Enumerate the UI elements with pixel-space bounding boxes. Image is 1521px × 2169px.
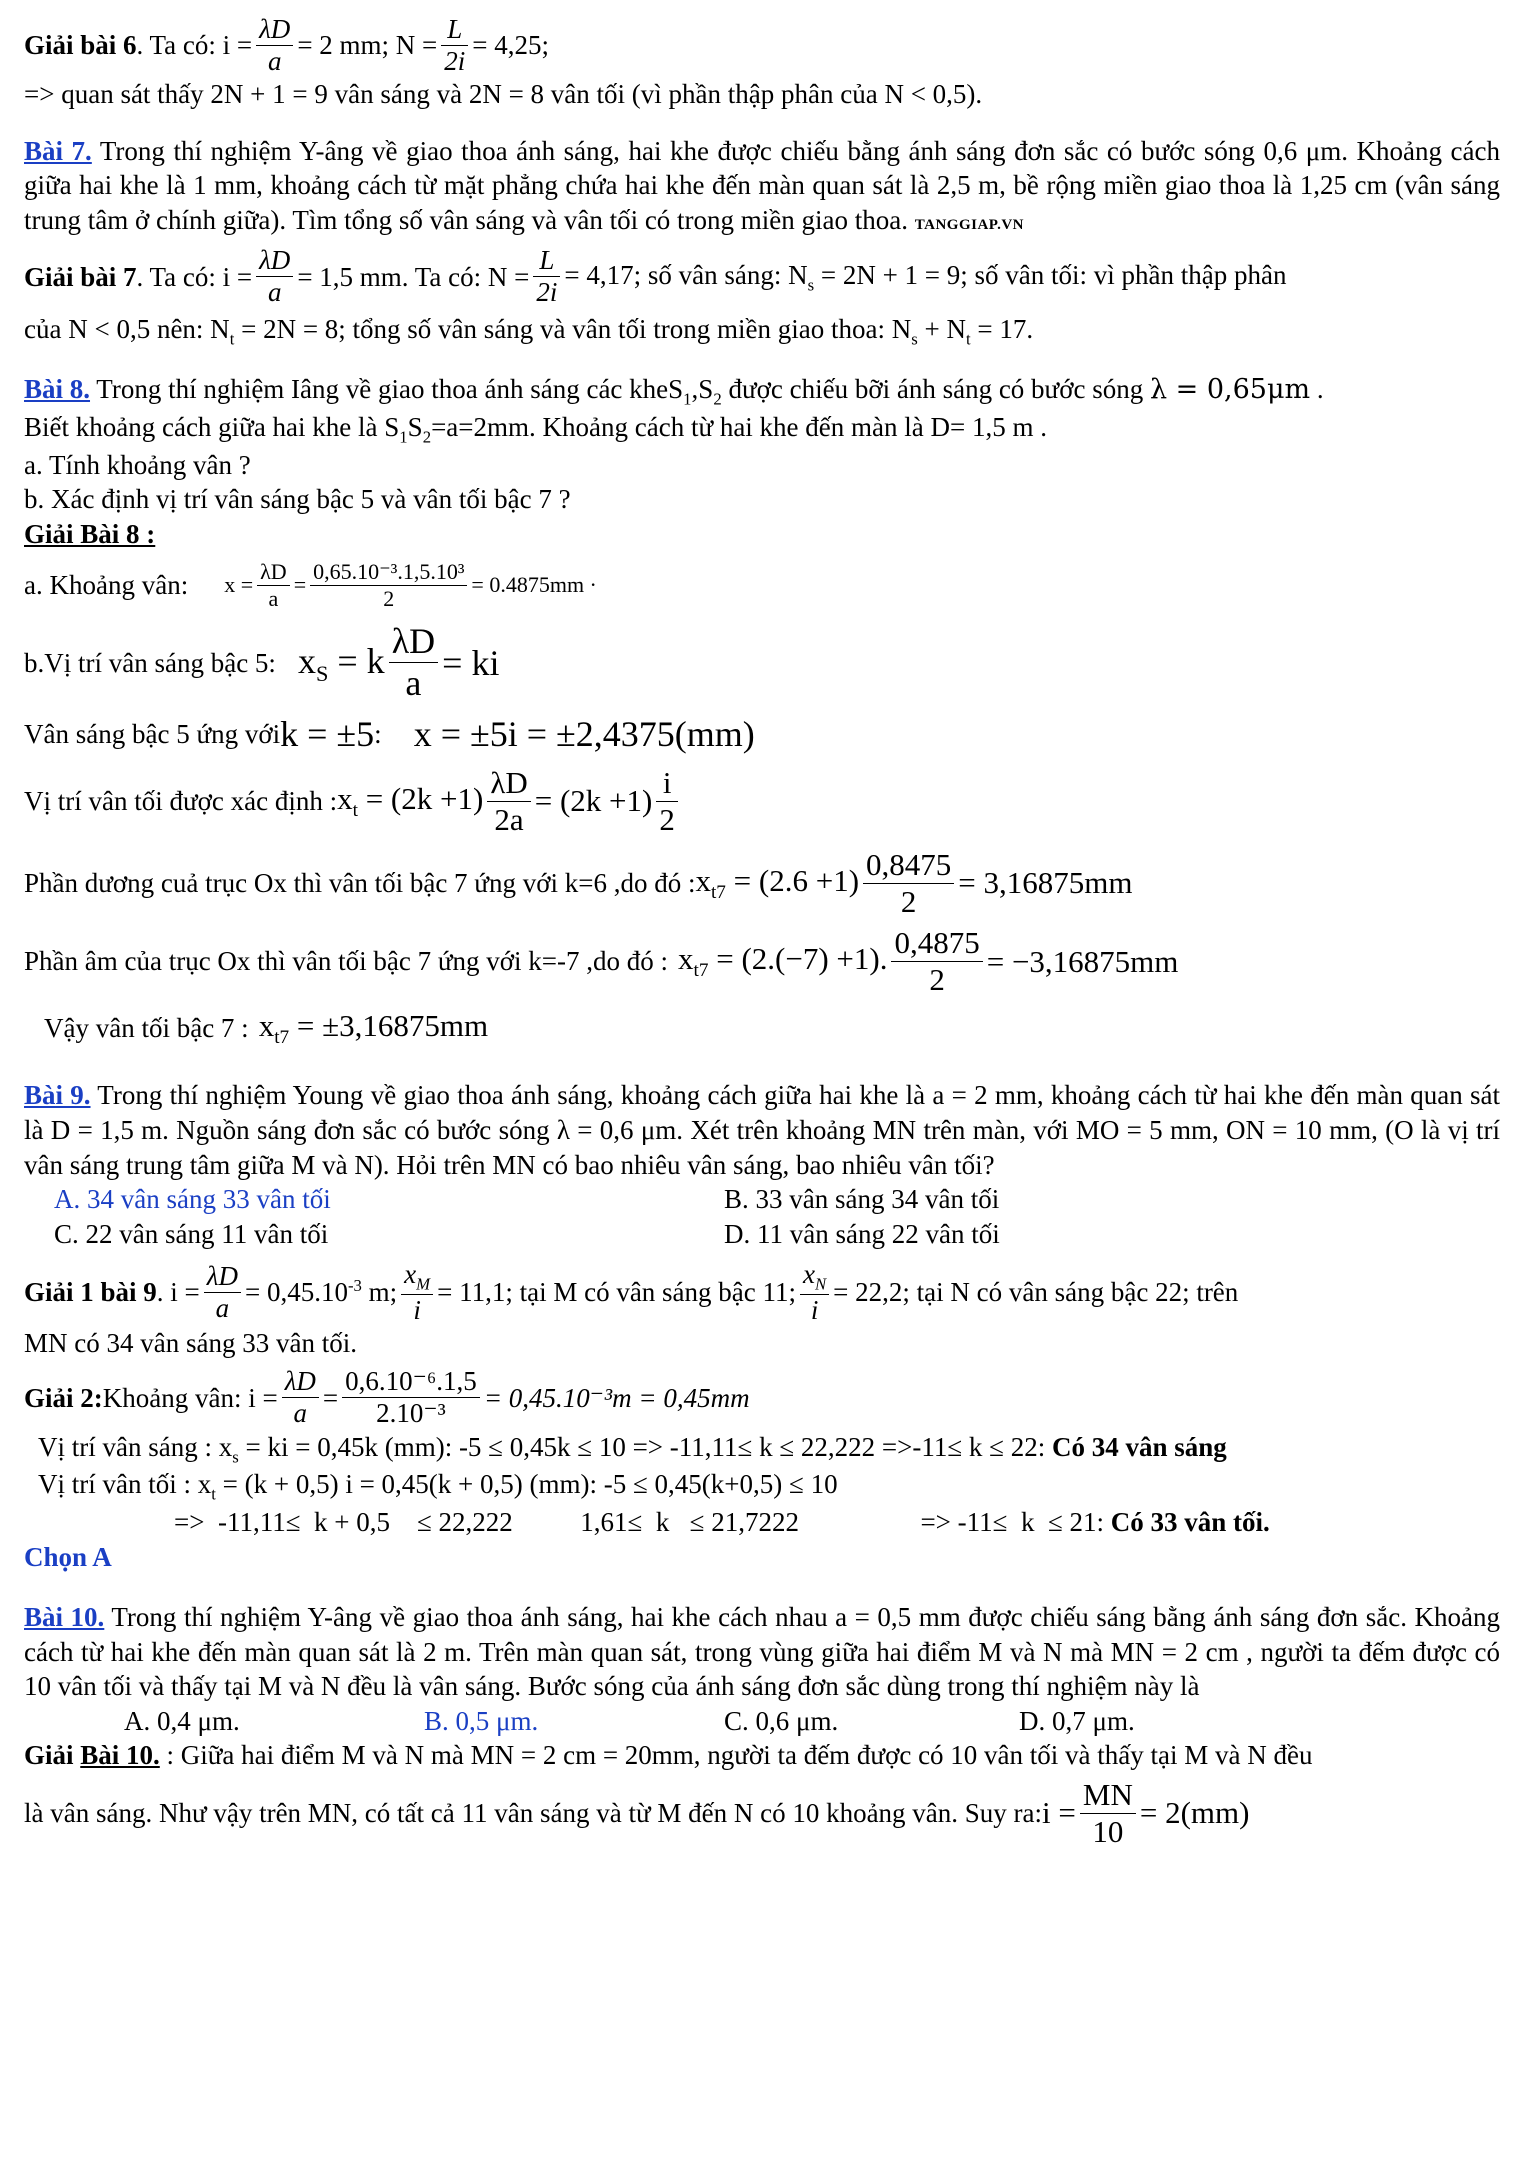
solution-8-f: Phần âm của trục Ox thì vân tối bậc 7 ứng với k=-7 ,do đó : $x_{t7} = (2.(-7) +1)$. $\frac{0,4875}{2}$ = −3,16875mm	[24, 925, 1179, 998]
fraction: $\frac{L}{2i}$	[533, 245, 560, 308]
solution-8-d: Vị trí vân tối được xác định : $x_t = (2k +1)$ $\frac{\lambda D}{2a}$ = (2k +1) $\frac{i}{2}$	[24, 765, 1500, 837]
fraction: $\frac{\text{0,6.10⁻⁶.1,5}}{\text{2.10⁻³}}$	[342, 1366, 480, 1429]
solution-9-line2: MN có 34 vân sáng 33 vân tối.	[24, 1327, 357, 1358]
problem-10-options	[124, 1704, 1500, 1739]
document-page	[24, 14, 1500, 1849]
fraction: $\frac{0,4875}{2}$	[891, 925, 982, 997]
fraction: $\frac{\lambda D}{a}$	[256, 245, 293, 308]
solution-6-label: Giải bài 6	[24, 30, 137, 61]
problem-10-label: Bài 10.	[24, 1602, 105, 1633]
fraction: $\frac{\lambda D}{a}$	[204, 1261, 241, 1324]
solution-8	[24, 559, 1500, 1050]
solution-8-a: a. Khoảng vân: x = $\frac{\lambda D}{a}$ = $\frac{\text{0,65.10⁻³.1,5.10³}}{2}$ = 0.4875mm ·	[24, 559, 597, 611]
solution-6-line1: Giải bài 6 . Ta có: i = $\frac{\lambda D}{a}$ = 2 mm; N = $\frac{L}{2i}$ = 4,25;	[24, 14, 550, 77]
solution-8-g: Vậy vân tối bậc 7 : $x_{t7} = \pm 3,16875mm$	[44, 1007, 489, 1048]
fraction: $\frac{\lambda D}{a}$	[389, 621, 438, 705]
watermark-text: TANGGIAP.VN	[914, 216, 1025, 233]
solution-8-c: Vân sáng bậc 5 ứng với k = ±5 : x = ±5i = ±2,4375(mm)	[24, 713, 755, 754]
solution-8-label: Giải Bài 8 :	[24, 518, 156, 549]
problem-9: Bài 9. Trong thí nghiệm Young về giao thoa ánh sáng, khoảng cách giữa hai khe là a = 2 mm, khoảng cách từ hai khe đến màn quan sát là D = 1,5 m. Nguồn sáng đơn sắc có bước sóng λ = 0,6 μm. Xét trên khoảng MN trên màn, với MO = 5 mm, ON = 10 mm, (O là vị trí vân sáng trung tâm giữa M và N). Hỏi trên MN có bao nhiêu vân sáng, bao nhiêu vân tối? A. 34 vân sáng 33 vân tối B. 33 vân sáng 34 vân tối C. 22 vân sáng 11 vân tối D. 11 vân sáng 22 vân tối	[24, 1078, 1500, 1251]
dark-fringe-position: Vị trí vân tối : $x_t = (k + 0,5) i = 0,45(k + 0,5)$ (mm): -5 ≤ 0,45(k+0,5) ≤ 10	[38, 1469, 838, 1504]
fraction: $\frac{L}{2i}$	[441, 14, 468, 77]
option-b: B. 33 vân sáng 34 vân tối	[724, 1184, 1000, 1215]
fraction: $\frac{x_N}{i}$	[800, 1259, 829, 1326]
solution-8-b: b.Vị trí vân sáng bậc 5: $x_S = k$ $\frac{\lambda D}{a}$ = ki	[24, 621, 500, 704]
option-b: B. 0,5 μm.	[424, 1705, 539, 1736]
fraction: $\frac{\text{0,65.10⁻³.1,5.10³}}{2}$	[310, 559, 467, 611]
solution-6	[24, 14, 1500, 112]
problem-8: Bài 8. Trong thí nghiệm Iâng về giao thoa ánh sáng các $kheS_1,S_2$ được chiếu bỡi ánh sáng có bước sóng λ = 0,65μm . Biết khoảng cách giữa hai khe là $S_1S_2=a=2mm$. Khoảng cách từ hai khe đến màn là D= 1,5 m . a. Tính khoảng vân ? b. Xác định vị trí vân sáng bậc 5 và vân tối bậc 7 ? Giải Bài 8 :	[24, 372, 1500, 551]
problem-9-label: Bài 9.	[24, 1080, 91, 1111]
problem-7-label: Bài 7.	[24, 135, 92, 166]
option-d: D. 0,7 μm.	[1019, 1705, 1135, 1736]
problem-10: Bài 10. Trong thí nghiệm Y-âng về giao thoa ánh sáng, hai khe cách nhau a = 0,5 mm được chiếu sáng bằng ánh sáng đơn sắc. Khoảng cách từ hai khe đến màn quan sát là 2 m. Trên màn quan sát, trong vùng giữa hai điểm M và N mà MN = 2 cm , người ta đếm được có 10 vân tối và thấy tại M và N đều là vân sáng. Bước sóng của ánh sáng đơn sắc dùng trong thí nghiệm này là A. 0,4 μm. B. 0,5 μm. C. 0,6 μm. D. 0,7 μm.	[24, 1600, 1500, 1738]
problem-7: Bài 7. Trong thí nghiệm Y-âng về giao thoa ánh sáng, hai khe được chiếu bằng ánh sáng đơn sắc có bước sóng 0,6 μm. Khoảng cách giữa hai khe là 1 mm, khoảng cách từ mặt phẳng chứa hai khe đến màn quan sát là 2,5 m, bề rộng miền giao thoa là 1,25 cm (vân sáng trung tâm ở chính giữa). Tìm tổng số vân sáng và vân tối có trong miền giao thoa. TANGGIAP.VN	[24, 135, 1500, 235]
solution-10: Giải Bài 10. : Giữa hai điểm M và N mà MN = 2 cm = 20mm, người ta đếm được có 10 vân tối và thấy tại M và N đều là vân sáng. Như vậy trên MN, có tất cả 11 vân sáng và từ M đến N có 10 khoảng vân. Suy ra: i = $\frac{MN}{10}$ = 2(mm)	[24, 1740, 1313, 1849]
fraction: $\frac{\lambda D}{a}$	[282, 1366, 319, 1429]
fraction: $\frac{0,8475}{2}$	[863, 847, 954, 919]
problem-9-options	[54, 1182, 1500, 1251]
option-c: C. 0,6 μm.	[724, 1705, 839, 1736]
fraction: $\frac{MN}{10}$	[1080, 1777, 1136, 1849]
problem-8-label: Bài 8.	[24, 374, 91, 405]
option-d: D. 11 vân sáng 22 vân tối	[724, 1218, 1000, 1249]
option-a: A. 34 vân sáng 33 vân tối	[54, 1184, 331, 1215]
solution-9-line1: Giải 1 bài 9 . i = $\frac{\lambda D}{a}$ = $0,45.10^{-3}$ m; $\frac{x_M}{i}$ = 11,1; tại M có vân sáng bậc 11; $\frac{x_N}{i}$ = 22,2; tại N có vân sáng bậc 22; trên	[24, 1259, 1239, 1325]
solution-7-line2: của N < 0,5 nên: $N_t = 2N = 8$; tổng số vân sáng và vân tối trong miền giao thoa: $N_s + N_t = 17$.	[24, 314, 1034, 349]
question-a: a. Tính khoảng vân ?	[24, 449, 251, 480]
solution-6-line2: => quan sát thấy 2N + 1 = 9 vân sáng và 2N = 8 vân tối (vì phần thập phân của N < 0,5).	[24, 79, 983, 110]
solution-9-method2: Giải 2: Khoảng vân: i = $\frac{\lambda D}{a}$ = $\frac{\text{0,6.10⁻⁶.1,5}}{\text{2.10⁻³}}$ = 0,45.10⁻³m = 0,45mm	[24, 1366, 750, 1429]
fraction: $\frac{\lambda D}{a}$	[256, 14, 293, 77]
fraction: $\frac{x_M}{i}$	[401, 1259, 433, 1326]
fraction: $\frac{\lambda D}{2a}$	[487, 765, 530, 837]
option-a: A. 0,4 μm.	[124, 1705, 240, 1736]
fraction: $\frac{\lambda D}{a}$	[257, 559, 290, 611]
solution-7	[24, 245, 1500, 350]
solution-8-e: Phần dương cuả trục Ox thì vân tối bậc 7 ứng với k=6 ,do đó : $x_{t7} = (2.6 +1)$ $\frac{0,8475}{2}$ = 3,16875mm	[24, 847, 1133, 919]
question-b: b. Xác định vị trí vân sáng bậc 5 và vân tối bậc 7 ?	[24, 484, 571, 515]
answer-choice: Chọn A	[24, 1541, 112, 1572]
solution-9	[24, 1259, 1500, 1574]
solution-7-line1: Giải bài 7 . Ta có: i = $\frac{\lambda D}{a}$ = 1,5 mm. Ta có: N = $\frac{L}{2i}$ = 4,17; số vân sáng: $N_s = 2N + 1 = 9$; số vân tối: vì phần thập phân	[24, 245, 1287, 308]
option-c: C. 22 vân sáng 11 vân tối	[54, 1218, 329, 1249]
fraction: $\frac{i}{2}$	[656, 765, 678, 837]
bright-fringe-position: Vị trí vân sáng : $x_s$ = ki = 0,45k (mm): -5 ≤ 0,45k ≤ 10 => -11,11≤ k ≤ 22,222 =>-11≤ k ≤ 22: Có 34 vân sáng	[38, 1431, 1227, 1466]
dark-fringe-range: => -11,11≤ k + 0,5 ≤ 22,222 1,61≤ k ≤ 21,7222 => -11≤ k ≤ 21: Có 33 vân tối.	[174, 1507, 1270, 1538]
